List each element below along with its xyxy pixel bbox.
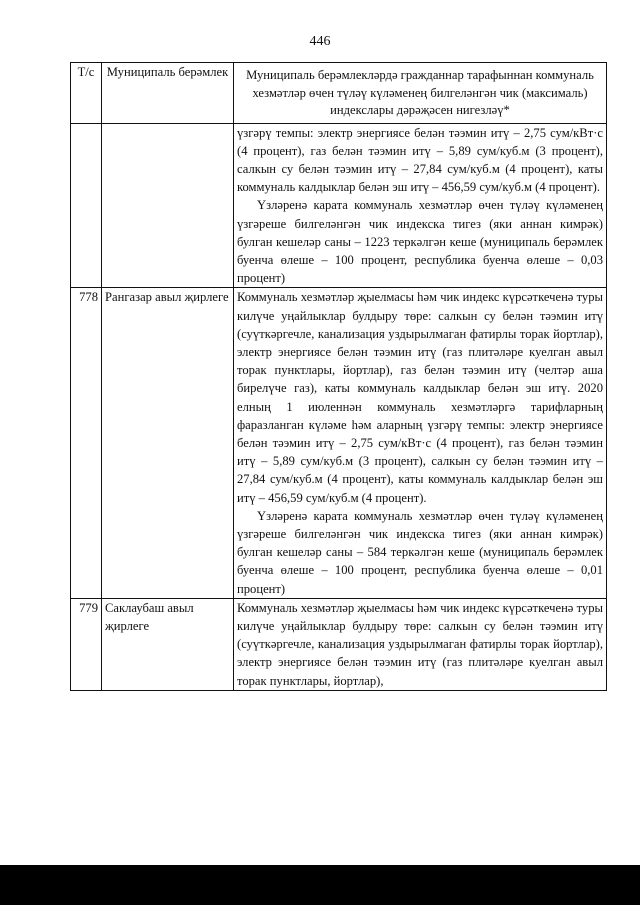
header-municipality: Муниципаль берәмлек	[102, 63, 234, 124]
justification-paragraph: Коммуналь хезмәтләр җыелмасы һәм чик индекс күрсәткеченә туры килүче уңайлыклар булдыру төре: салкын су белән тәэмин итү (суүткәргечле, канализация уздырылмаган фатирлы торак йортлар), электр энергиясе белән тәэмин итү (газ плитәләре куелган авыл торак пунктлары, йортлар),	[237, 600, 603, 688]
justification-paragraph: үзгәрү темпы: электр энергиясе белән тәэмин итү – 2,75 сум/кВт·с (4 процент), газ белән тәэмин итү – 5,89 сум/куб.м (3 процент), салкын су белән тәэмин итү – 27,84 сум/куб.м (4 процент), каты коммуналь калдыклар белән эш итү – 456,59 сум/куб.м (4 процент).	[237, 125, 603, 195]
row-number	[71, 123, 102, 288]
justification-paragraph: Коммуналь хезмәтләр җыелмасы һәм чик индекс күрсәткеченә туры килүче уңайлыклар булдыру төре: салкын су белән тәэмин итү (суүткәргечле, канализация уздырылмаган фатирлы торак йортлар), электр энергиясе белән тәэмин итү (газ плитәләре куелган авыл торак пунктлары, йортлар), газ белән тәэмин итү (челтәр аша бирелүче газ), каты коммуналь калдыклар белән эш итү. 2020 елның 1 июленнән коммуналь хезмәтләргә тарифларның фаразланган күләме һәм аларның үзгәрү темпы: электр энергиясе белән тәэмин итү – 2,75 сум/кВт·с (4 процент), газ белән тәэмин итү – 5,89 сум/куб.м (3 процент), салкын су белән тәэмин итү – 27,84 сум/куб.м (4 процент), каты коммуналь калдыклар белән эш итү – 456,59 сум/куб.м (4 процент).	[237, 290, 603, 505]
row-municipality: Рангазар авыл җирлеге	[102, 288, 234, 598]
table-row	[71, 123, 607, 288]
scan-bottom-edge	[0, 865, 640, 905]
row-municipality	[102, 123, 234, 288]
header-number: Т/с	[71, 63, 102, 124]
justification-paragraph: Үзләренә карата коммуналь хезмәтләр өчен түләү күләменең үзгәреше билгеләнгән чик индекска тигез (яки аннан кимрәк) булган кешеләр саны – 584 теркәлгән кеше (муниципаль берәмлек буенча өлеше – 100 процент, республика буенча өлеше – 0,01 процент)	[237, 508, 603, 596]
row-number: 778	[71, 288, 102, 598]
row-municipality: Саклаубаш авыл җирлеге	[102, 598, 234, 690]
row-number: 779	[71, 598, 102, 690]
row-justification	[234, 288, 607, 598]
indices-table	[70, 62, 607, 691]
table-header-row	[71, 63, 607, 124]
row-justification	[234, 598, 607, 690]
page-number: 446	[309, 34, 331, 49]
justification-paragraph: Үзләренә карата коммуналь хезмәтләр өчен түләү күләменең үзгәреше билгеләнгән чик индекска тигез (яки аннан кимрәк) булган кешеләр саны – 1223 теркәлгән кеше (муниципаль берәмлек буенча өлеше – 100 процент, республика буенча өлеше – 0,03 процент)	[237, 198, 603, 286]
table-row	[71, 598, 607, 690]
header-justification: Муниципаль берәмлекләрдә гражданнар тарафыннан коммуналь хезмәтләр өчен түләү күләменең билгеләнгән чик (максималь) индекслары дәрәҗәсен нигезләү*	[234, 63, 607, 124]
row-justification	[234, 123, 607, 288]
table-row	[71, 288, 607, 598]
